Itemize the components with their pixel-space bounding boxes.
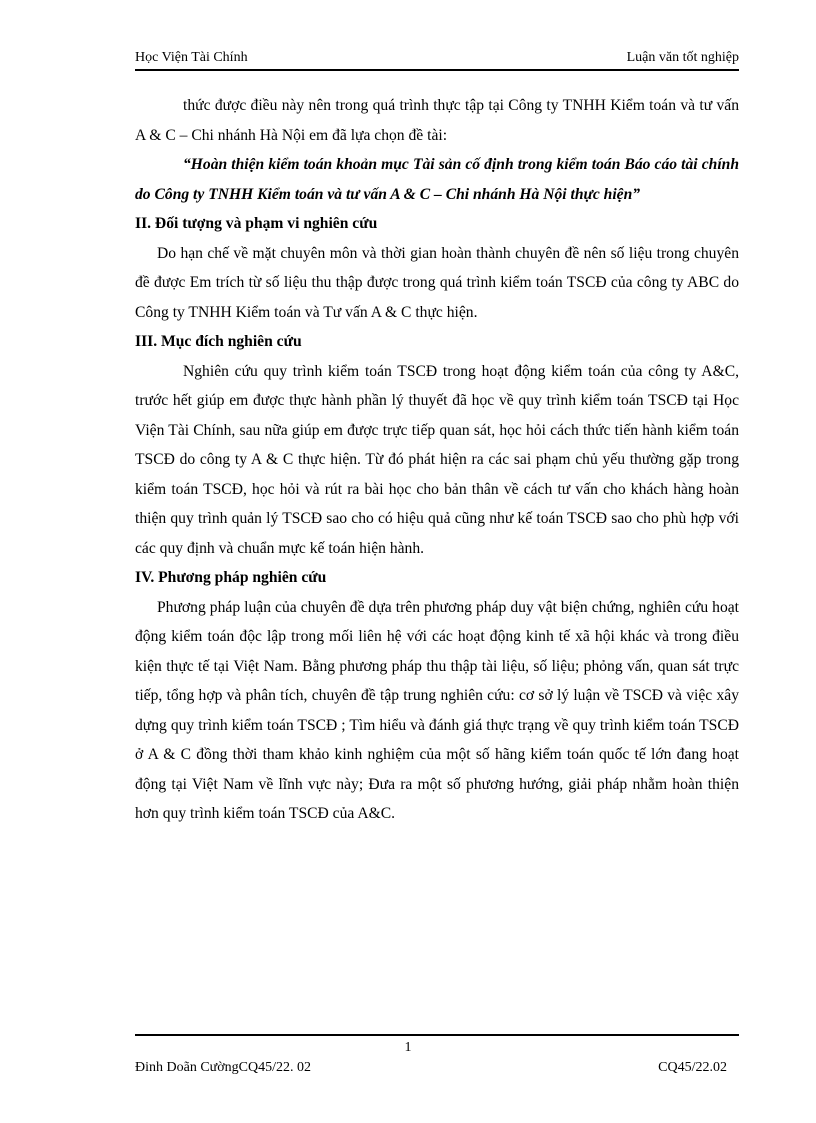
document-body [135, 91, 739, 829]
footer-divider [135, 1034, 739, 1036]
page-header [135, 50, 739, 70]
footer-author: Đinh Doãn CườngCQ45/22. 02 [135, 1060, 311, 1075]
section-title-scope: II. Đối tượng và phạm vi nghiên cứu [135, 215, 378, 232]
section-text-scope: Do hạn chế về mặt chuyên môn và thời gian hoàn thành chuyên đề nên số liệu trong chuyên đề được Em trích từ số liệu thu thập được trong quá trình kiểm toán TSCĐ của công ty ABC do Công ty TNHH Kiểm toán và Tư vấn A & C thực hiện. [135, 244, 739, 321]
section-title-purpose: III. Mục đích nghiên cứu [135, 333, 302, 350]
footer-class-code: CQ45/22.02 [658, 1060, 727, 1075]
section-title-method: IV. Phương pháp nghiên cứu [135, 569, 327, 586]
section-text-method: Phương pháp luận của chuyên đề dựa trên phương pháp duy vật biện chứng, nghiên cứu hoạt động kiểm toán độc lập trong mối liên hệ với các hoạt động kinh tế xã hội khác và trong điều kiện thực tế tại Việt Nam. Bằng phương pháp thu thập tài liệu, số liệu; phỏng vấn, quan sát trực tiếp, tổng hợp và phân tích, chuyên đề tập trung nghiên cứu: cơ sở lý luận về TSCĐ và việc xây dựng quy trình kiểm toán TSCĐ ; Tìm hiểu và đánh giá thực trạng về quy trình kiểm toán TSCĐ ở A & C đồng thời tham khảo kinh nghiệm của một số hãng kiểm toán quốc tế lớn đang hoạt động tại Việt Nam về lĩnh vực này; Đưa ra một số phương hướng, giải pháp nhằm hoàn thiện hơn quy trình kiểm toán TSCĐ của A&C. [135, 598, 739, 822]
header-institution: Học Viện Tài Chính [135, 50, 248, 65]
section-text-purpose: Nghiên cứu quy trình kiểm toán TSCĐ trong hoạt động kiểm toán của công ty A&C, trước hết giúp em được thực hành phần lý thuyết đã học về quy trình kiểm toán TSCĐ tại Học Viện Tài Chính, sau nữa giúp em được trực tiếp quan sát, học hỏi cách thức tiến hành kiểm toán TSCĐ do công ty A & C thực hiện. Từ đó phát hiện ra các sai phạm chủ yếu thường gặp trong kiểm toán TSCĐ, học hỏi và rút ra bài học cho bản thân về cách tư vấn cho khách hàng hoàn thiện quy trình quản lý TSCĐ sao cho có hiệu quả cũng như kế toán TSCĐ sao cho phù hợp với các quy định và chuẩn mực kế toán hiện hành. [135, 362, 739, 557]
thesis-topic: “Hoàn thiện kiểm toán khoản mục Tài sản cố định trong kiểm toán Báo cáo tài chính do Công ty TNHH Kiểm toán và tư vấn A & C – Chi nhánh Hà Nội thực hiện” [135, 156, 739, 203]
header-divider [135, 69, 739, 71]
header-document-type: Luận văn tốt nghiệp [626, 50, 739, 65]
intro-paragraph: thức được điều này nên trong quá trình thực tập tại Công ty TNHH Kiểm toán và tư vấn A & C – Chi nhánh Hà Nội em đã lựa chọn đề tài: [135, 97, 739, 144]
page-number: 1 [404, 1040, 412, 1055]
